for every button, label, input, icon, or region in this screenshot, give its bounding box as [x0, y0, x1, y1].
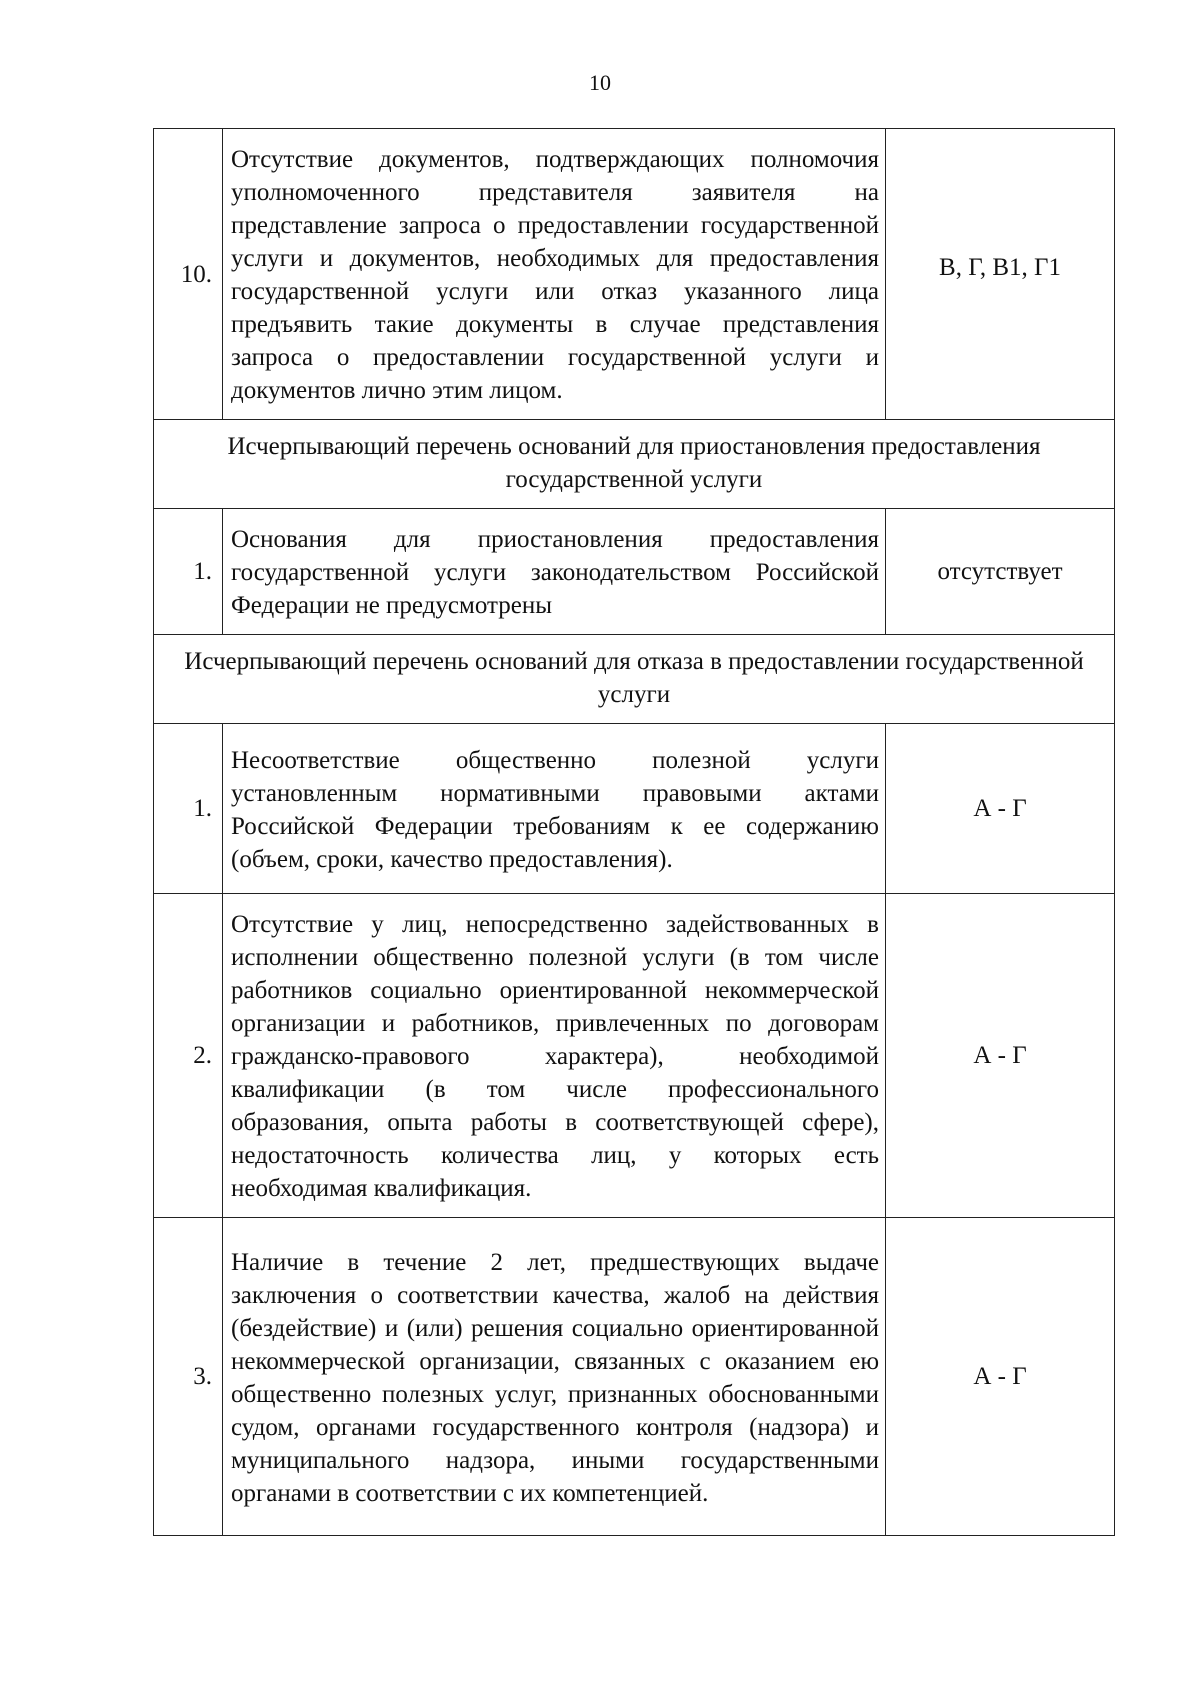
row-description: Несоответствие общественно полезной услуги установленным нормативными правовыми актами Российской Федерации требованиям к ее содержанию (объем, сроки, качество предоставления).	[223, 724, 886, 894]
section-header-row	[154, 420, 1115, 509]
row-number: 3.	[154, 1218, 223, 1536]
row-description: Наличие в течение 2 лет, предшествующих выдаче заключения о соответствии качества, жалоб на действия (бездействие) и (или) решения социально ориентированной некоммерческой организации, связанных с оказанием ею общественно полезных услуг, признанных обоснованными судом, органами государственного контроля (надзора) и муниципального надзора, иными государственными органами в соответствии с их компетенцией.	[223, 1218, 886, 1536]
row-applicant-codes: А - Г	[886, 1218, 1115, 1536]
row-applicant-codes: В, Г, В1, Г1	[886, 129, 1115, 420]
row-number: 1.	[154, 509, 223, 635]
section-title-suspension: Исчерпывающий перечень оснований для приостановления предоставления государственной услуги	[154, 420, 1115, 509]
section-title-refusal: Исчерпывающий перечень оснований для отказа в предоставлении государственной услуги	[154, 635, 1115, 724]
row-number: 2.	[154, 894, 223, 1218]
table-row-item-1-suspension	[154, 509, 1115, 635]
row-applicant-codes: А - Г	[886, 894, 1115, 1218]
row-description: Основания для приостановления предоставления государственной услуги законодательством Российской Федерации не предусмотрены	[223, 509, 886, 635]
table-row-item-1-refusal	[154, 724, 1115, 894]
row-applicant-codes: А - Г	[886, 724, 1115, 894]
row-applicant-codes: отсутствует	[886, 509, 1115, 635]
row-description: Отсутствие документов, подтверждающих полномочия уполномоченного представителя заявителя на представление запроса о предоставлении государственной услуги и документов, необходимых для предоставления государственной услуги или отказ указанного лица предъявить такие документы в случае представления запроса о предоставлении государственной услуги и документов лично этим лицом.	[223, 129, 886, 420]
row-description: Отсутствие у лиц, непосредственно задействованных в исполнении общественно полезной услуги (в том числе работников социально ориентированной некоммерческой организации и работников, привлеченных по договорам гражданско-правового характера), необходимой квалификации (в том числе профессионального образования, опыта работы в соответствующей сфере), недостаточность количества лиц, у которых есть необходимая квалификация.	[223, 894, 886, 1218]
row-number: 10.	[154, 129, 223, 420]
table-row-item-2-refusal	[154, 894, 1115, 1218]
grounds-table	[153, 128, 1115, 1536]
page-number: 10	[589, 70, 611, 95]
section-header-row	[154, 635, 1115, 724]
table-row-item-10	[154, 129, 1115, 420]
row-number: 1.	[154, 724, 223, 894]
table-row-item-3-refusal	[154, 1218, 1115, 1536]
